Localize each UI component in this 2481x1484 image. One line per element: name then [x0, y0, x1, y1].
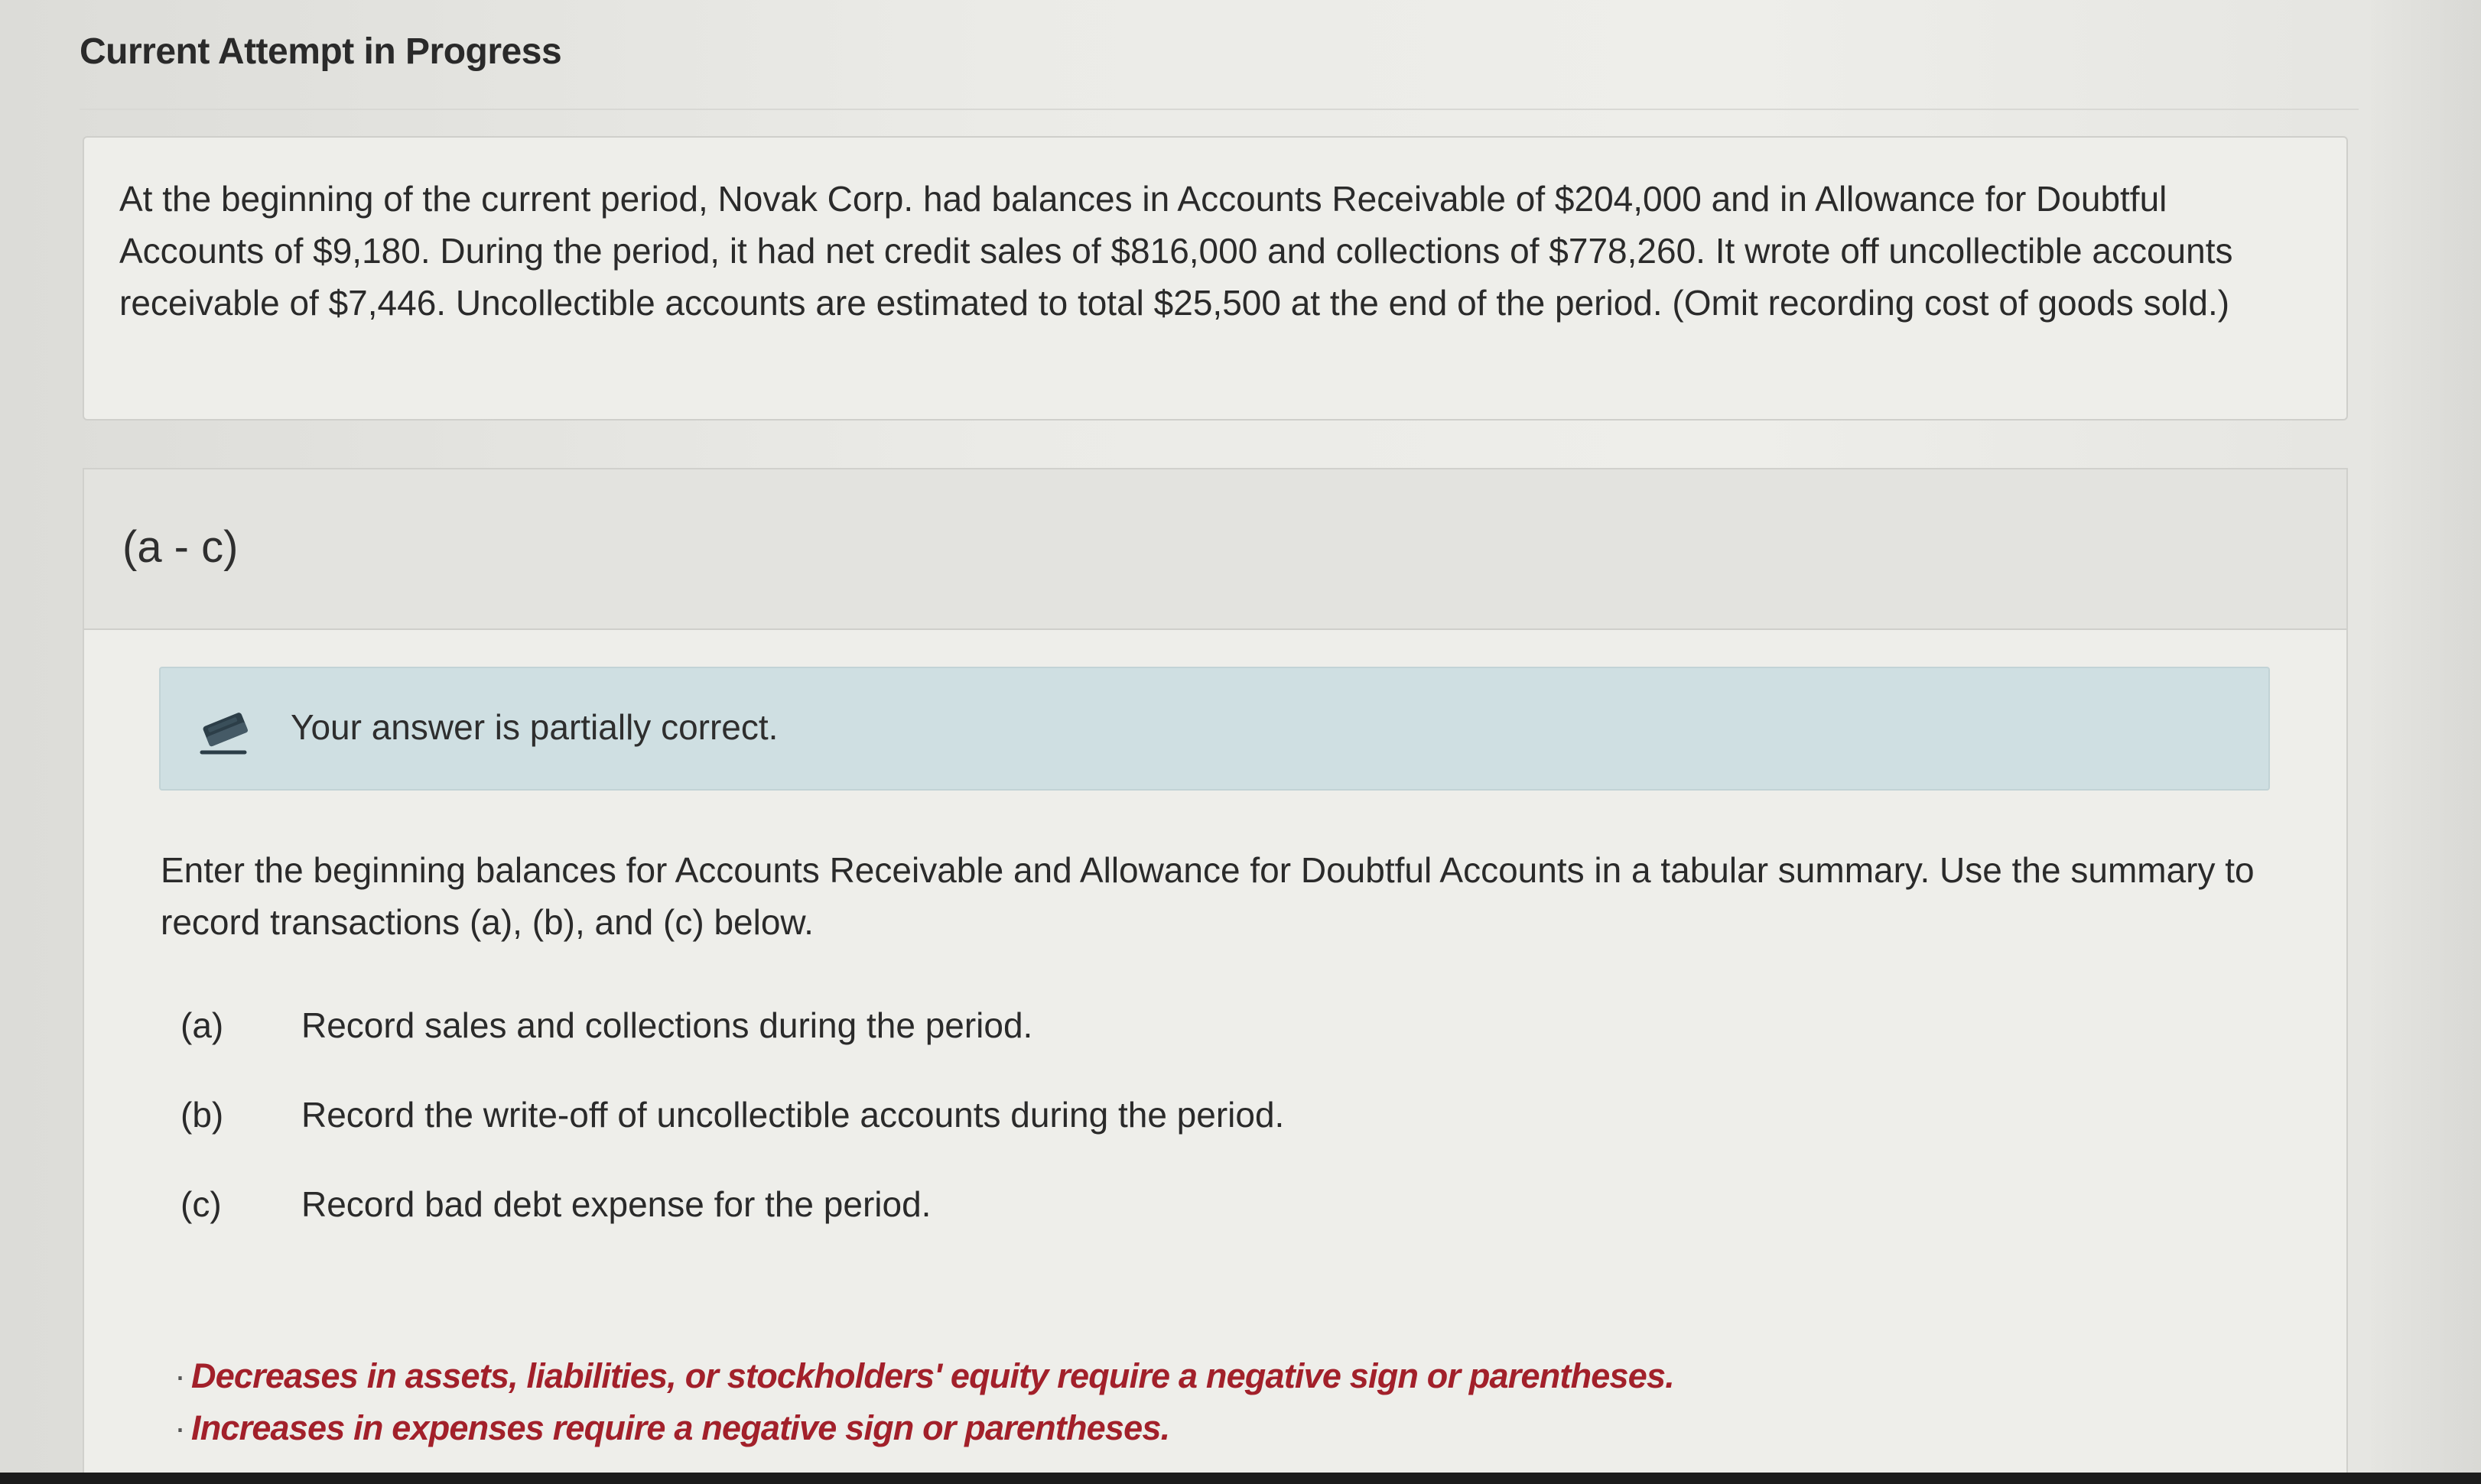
bullet-icon: · [174, 1408, 186, 1447]
transaction-text: Record the write-off of uncollectible accounts during the period. [301, 1095, 1285, 1135]
note-item [174, 1408, 1169, 1448]
feedback-message: Your answer is partially correct. [291, 707, 779, 747]
screen-glare [2366, 0, 2481, 1473]
part-header[interactable] [84, 469, 2346, 630]
transaction-letter: (c) [180, 1184, 222, 1224]
list-item [180, 1184, 931, 1225]
note-item [174, 1356, 1674, 1396]
list-item [180, 1005, 1032, 1046]
transaction-letter: (b) [180, 1095, 224, 1135]
instructions-text: Enter the beginning balances for Accounts Receivable and Allowance for Doubtful Accounts in a tabular summary. Use the summary to record transactions (a), (b), and (c) below. [161, 850, 2255, 942]
note-text: Increases in expenses require a negative sign or parentheses. [191, 1408, 1170, 1447]
pencil-eraser-icon [197, 702, 254, 758]
feedback-banner [159, 667, 2270, 791]
transaction-letter: (a) [180, 1005, 224, 1045]
transaction-text: Record bad debt expense for the period. [301, 1184, 932, 1224]
list-item [180, 1094, 1284, 1135]
page-title: Current Attempt in Progress [80, 31, 562, 72]
part-label: (a - c) [122, 522, 239, 572]
note-text: Decreases in assets, liabilities, or stockholders' equity require a negative sign or parentheses. [191, 1356, 1674, 1395]
title-divider [80, 109, 2359, 110]
problem-statement-text: At the beginning of the current period, Novak Corp. had balances in Accounts Receivable of $204,000 and in Allowance for Doubtful Accounts of $9,180. During the period, it had net credit sales of $816,000 and collections of $778,260. It wrote off uncollectible accounts receivable of $7,446. Uncollectible accounts are estimated to total $25,500 at the end of the period. (Omit recording cost of goods sold.) [119, 179, 2233, 323]
problem-statement-box [83, 136, 2348, 421]
question-part-panel [83, 468, 2348, 1484]
bullet-icon: · [174, 1356, 186, 1395]
screen-bezel [0, 1473, 2481, 1484]
transaction-text: Record sales and collections during the period. [301, 1005, 1033, 1045]
